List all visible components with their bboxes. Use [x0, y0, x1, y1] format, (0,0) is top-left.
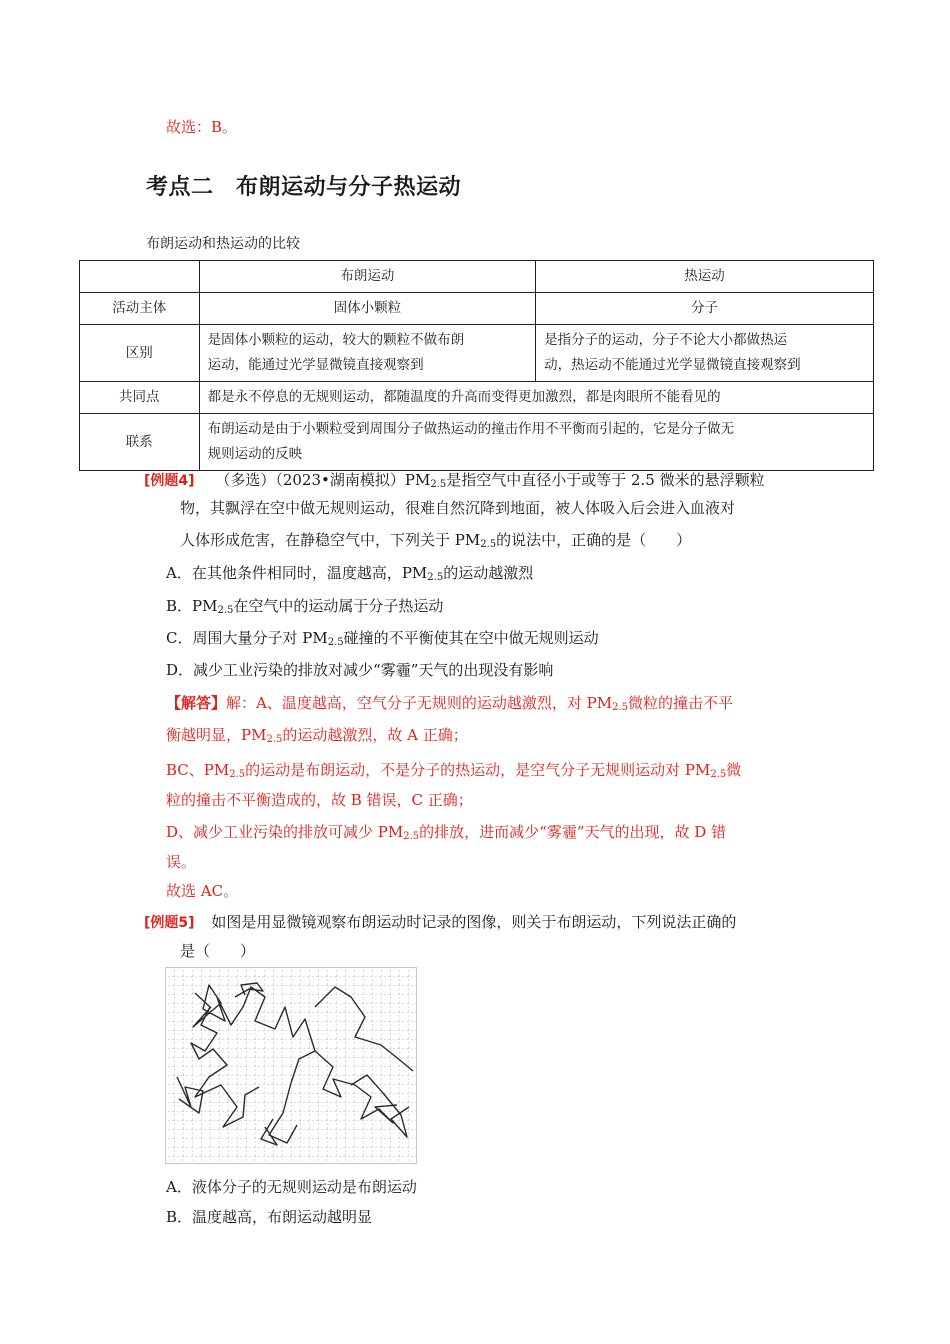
cell-line: 运动，能通过光学显微镜直接观察到: [207, 357, 424, 373]
example4-stem-line2: 物，其飘浮在空中做无规则运动，很难自然沉降到地面，被人体吸入后会进入血液对: [180, 499, 736, 517]
cell-line: 是指分子的运动，分子不论大小都做热运: [544, 332, 788, 348]
table-cell: [199, 414, 873, 471]
row-label: 联系: [80, 414, 200, 471]
table-header-row: [80, 261, 874, 293]
table-row: [80, 293, 874, 325]
example4-solution-line4: 粒的撞击不平衡造成的，故 B 错误，C 正确；: [166, 791, 473, 809]
cell-line: 规则运动的反映: [207, 446, 303, 462]
example4-stem-line1: [144, 470, 765, 491]
example4-solution-line5: D、减少工业污染的排放可减少 $PM_{2.5}$的排放，进而减少“雾霾”天气的出现，故 D 错: [166, 823, 727, 842]
example4-stem-text: 的说法中，正确的是（ ）: [496, 531, 692, 549]
example5-stem-line2: 是（ ）: [180, 942, 256, 960]
table-row: [80, 382, 874, 414]
example5-tag: [例题5]: [144, 915, 195, 931]
table-cell: 固体小颗粒: [199, 293, 536, 325]
row-label: 区别: [80, 325, 200, 382]
example4-stem-text: 是指空气中直径小于或等于 2.5 微米的悬浮颗粒: [446, 471, 765, 489]
example4-stem-text: （多选）（2023•湖南模拟）PM: [215, 471, 431, 489]
example4-solution-line1: 【解答】解：A、温度越高，空气分子无规则的运动越激烈，对 $PM_{2.5}$微粒的撞击不平: [166, 694, 733, 713]
comparison-table: [79, 260, 874, 471]
table-cell: [199, 325, 536, 382]
table-header-empty: [80, 261, 200, 293]
example4-option-a: A．在其他条件相同时，温度越高，$PM_{2.5}$的运动越激烈: [166, 564, 534, 583]
pm-subscript: 2.5: [480, 539, 497, 550]
brownian-motion-figure: [165, 967, 417, 1164]
example4-tag: [例题4]: [144, 473, 195, 489]
table-cell: 分子: [536, 293, 874, 325]
example4-solution-line2: 衡越明显，$PM_{2.5}$的运动越激烈，故 A 正确；: [166, 726, 468, 745]
example4-solution-line6: 误。: [166, 853, 197, 871]
table-header-brownian: 布朗运动: [199, 261, 536, 293]
example4-stem-text: 人体形成危害，在静稳空气中，下列关于 PM: [180, 531, 481, 549]
table-header-thermal: 热运动: [536, 261, 874, 293]
example4-option-b: B．$PM_{2.5}$在空气中的运动属于分子热运动: [166, 597, 444, 616]
example5-option-a: A．液体分子的无规则运动是布朗运动: [166, 1178, 417, 1196]
cell-line: 动，热运动不能通过光学显微镜直接观察到: [544, 357, 801, 373]
table-cell: 都是永不停息的无规则运动，都随温度的升高而变得更加激烈，都是肉眼所不能看见的: [199, 382, 873, 414]
section-title: 考点二 布朗运动与分子热运动: [146, 175, 462, 200]
previous-answer: 故选：B。: [166, 118, 238, 136]
table-caption: 布朗运动和热运动的比较: [146, 236, 300, 252]
cell-line: 是固体小颗粒的运动，较大的颗粒不做布朗: [207, 332, 465, 348]
example4-option-c: C．周围大量分子对 $PM_{2.5}$碰撞的不平衡使其在空中做无规则运动: [166, 629, 599, 648]
example4-solution-line3: BC、$PM_{2.5}$的运动是布朗运动，不是分子的热运动，是空气分子无规则运动对 $PM_{2.5}$微: [166, 761, 742, 780]
table-cell: [536, 325, 874, 382]
example5-option-b: B．温度越高，布朗运动越明显: [166, 1208, 373, 1226]
example4-option-d: D．减少工业污染的排放对减少“雾霾”天气的出现没有影响: [166, 661, 554, 679]
solution-tag: 【解答】: [166, 694, 227, 712]
example4-stem-line3: [180, 530, 691, 550]
cell-line: 布朗运动是由于小颗粒受到周围分子做热运动的撞击作用不平衡而引起的，它是分子做无: [207, 421, 735, 437]
pm-subscript: 2.5: [430, 479, 447, 490]
table-row: [80, 325, 874, 382]
example5-stem-line1: [例题5] 如图是用显微镜观察布朗运动时记录的图像，则关于布朗运动，下列说法正确的: [144, 913, 737, 931]
table-row: [80, 414, 874, 471]
row-label: 共同点: [80, 382, 200, 414]
row-label: 活动主体: [80, 293, 200, 325]
example4-answer: 故选 AC。: [166, 882, 239, 900]
